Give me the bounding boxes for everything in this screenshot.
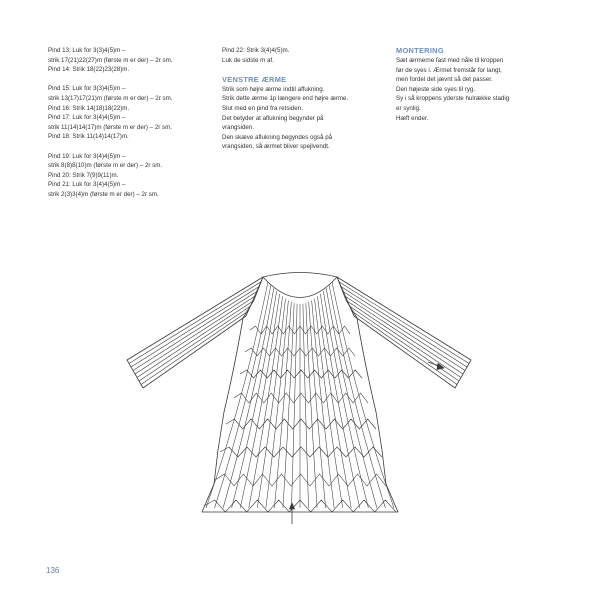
arrow-icon [290, 503, 295, 524]
sleeve-rib-line [137, 301, 252, 377]
body-rib-line [326, 288, 377, 508]
neckline [263, 277, 337, 298]
sleeve-rib-line [348, 301, 461, 377]
body-rib-line [240, 294, 279, 508]
dress-body-ribs [206, 282, 394, 508]
sleeve-rib-line [131, 287, 259, 367]
body-rib-line [223, 288, 274, 508]
sleeve-rib-line [343, 292, 465, 371]
text-line: vrangsiden. [222, 124, 254, 132]
text-line: Strik dette ærme 1p længere end højre ærme. [222, 95, 349, 103]
text-line: strik 11(14)14(17)m (første m er der) – 2r sm. [48, 123, 173, 131]
text-line: Det betyder at aflukning begynder på [222, 114, 324, 122]
text-line: strik 2(3)3(4)m (første m er der) – 2r sm. [48, 190, 159, 198]
sleeve-rib-line [135, 297, 255, 375]
text-line: Pind 18: Strik 11(14)14(17)m. [48, 133, 129, 141]
text-line: Sy i så kroppens yderste hulrække stadig [396, 95, 510, 103]
text-line: strik 13(17)17(21)m (første m er der) – 2r sm. [48, 94, 173, 102]
text-line: før de syes i. Ærmet fremstår for langt, [396, 66, 502, 74]
text-line: Pind 19: Luk for 3(4)4(5)m – [48, 152, 126, 160]
text-line: Pind 13: Luk for 3(3)4(5)m – [48, 47, 126, 54]
text-line: er synlig. [396, 104, 421, 112]
left-sleeve [127, 277, 263, 388]
text-line: Pind 15: Luk for 3(3)4(5)m – [48, 85, 126, 93]
text-line: strik 8(8)8(10)m (første m er der) – 2r sm. [48, 162, 163, 170]
text-line: Pind 16: Strik 14(18)18(22)m. [48, 104, 130, 112]
text-line: Pind 22: Strik 3(4)4(5)m. [222, 47, 290, 54]
sleeve-rib-line [350, 306, 459, 381]
text-line: Luk de sidste m af. [222, 56, 274, 64]
text-line: Pind 14: Strik 18(22)23(28)m. [48, 66, 130, 74]
sleeve-rib-line [341, 287, 467, 367]
section-heading-venstre-aerme: VENSTRE ÆRME [222, 74, 287, 84]
page-number: 136 [46, 566, 60, 575]
sleeve-outline [127, 277, 263, 388]
body-rib-line [291, 304, 297, 508]
sleeve-rib-line [133, 292, 257, 371]
text-line: Den skæve aflukning begyndes også på [222, 133, 333, 141]
text-line: Pind 21: Luk for 3(4)4(5)m – [48, 181, 126, 189]
text-line: Hæft ender. [396, 114, 429, 122]
sleeve-rib-line [346, 297, 464, 375]
body-rib-line [303, 304, 309, 508]
text-line: Sæt ærmerne fast med nåle til kroppen [396, 57, 504, 64]
sleeve-outline [337, 277, 471, 388]
text-line: vrangsiden, så ærmet bliver spejlvendt. [222, 143, 330, 151]
section-heading-montering: MONTERING [396, 46, 444, 55]
text-line: Den højeste side syes til ryg. [396, 85, 476, 93]
text-line: Pind 17: Luk for 3(4)4(5)m – [48, 114, 126, 122]
text-line: Slut med en pind fra retsiden. [222, 104, 303, 112]
text-line: Strik som højre ærme indtil affukning. [222, 85, 325, 93]
sleeve-rib-line [141, 311, 248, 384]
text-line: men fordel det jævnt så det passer. [396, 76, 493, 84]
text-line: Pind 20: Strik 7(9)9(11)m. [48, 171, 119, 179]
right-sleeve [337, 277, 471, 388]
text-line: strik 17(21)22(27)m (første m er der) – 2r sm. [48, 56, 173, 64]
